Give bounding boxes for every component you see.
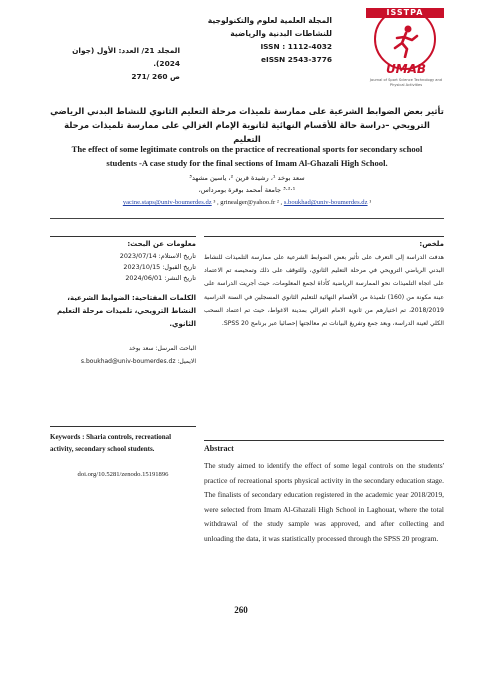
abstract-arabic (204, 236, 444, 330)
page-range: ص 260 /271 (131, 72, 180, 81)
runner-icon (390, 24, 420, 58)
title-arabic-line1: تأثير بعض الضوابط الشرعية على ممارسة تلميذات مرحلة التعليم الثانوي للنشاط البدني الرياضي (50, 106, 444, 116)
keywords-english-box (50, 426, 196, 478)
journal-eissn: eISSN 2543-3776 (260, 55, 332, 64)
header-rule (50, 218, 444, 219)
email-link-3[interactable]: s.boukhad@univ-boumerdes.dz (283, 199, 368, 206)
keywords-english: Keywords : Sharia controls, recreational activity, secondary school students. (50, 433, 172, 453)
date-published: تاريخ النشر: 2024/06/01 (125, 274, 196, 282)
journal-header (182, 14, 332, 66)
article-info-box (50, 236, 196, 367)
volume-info (60, 44, 180, 83)
title-english (50, 142, 444, 170)
title-arabic (50, 104, 444, 146)
logo-subtitle: Journal of Sport Science Technology and Physical Activities (369, 78, 443, 87)
journal-name-line2: للنشاطات البدنية والرياضية (230, 29, 332, 38)
page-number: 260 (234, 605, 248, 615)
abstract-english-body: The study aimed to identify the effect of some legal controls on the students' practice of recreational sports physical activity in the secondary education stage. The finalists of secondary education registered in the academic year 2018/2019, were selected from Imam Al-Ghazali High School in Laghouat, where the total withdrawal of the study sample was approved, and after collecting and unloading the data, it was statistically processed through the SPSS 20 program. (204, 461, 444, 543)
authors: سعد بوخد ¹، رشيدة قرين ²، ياسين مشهد³ (189, 174, 305, 182)
email-sep-1: ³ , (213, 199, 219, 206)
corresponding-email: الايميل: s.boukhad@univ-boumerdes.dz (80, 358, 196, 365)
info-heading: معلومات عن البحث: (127, 240, 196, 248)
email-link-1[interactable]: yacine.staps@univ-boumerdes.dz (122, 199, 212, 206)
logo-text: UMAB (385, 62, 427, 76)
authors-block (50, 172, 444, 196)
keywords-english-block (50, 426, 196, 478)
title-arabic-line2: الترويحي –دراسة حالة للأقسام النهائية لثانوية الإمام الغزالي على ممارسة تلميذات مرحلة التعليم (64, 120, 430, 144)
title-english-line1: The effect of some legitimate controls on the practice of recreational sports for secondary school (71, 144, 423, 154)
abstract-english-box (204, 440, 444, 547)
abstract-arabic-box (204, 236, 444, 330)
journal-name-line1: المجلة العلمية لعلوم والتكنولوجية (207, 16, 332, 25)
doi: doi.org/10.5281/zenodo.15191896 (77, 471, 169, 478)
journal-issn: ISSN : 1112-4032 (260, 42, 332, 51)
email-sep-2: ² , (276, 199, 283, 206)
email-2: grinealger@yahoo.fr (220, 199, 276, 206)
emails (50, 198, 444, 208)
corresponding-author: الباحث المرسل: سعد بوخد (128, 345, 196, 352)
abstract-arabic-body: هدفت الدراسة إلى التعرف على تأثير بعض الضوابط الشرعية على ممارسة التلميذات للنشاط البدني الرياضي الترويحي في مرحلة التعليم الثانوي، وللتوقف على ذلك وتمحيصه تم الاعتماد على اتجاه التلميذات نحو الممارسة الرياضية كأداة لجمع المعلومات، حيث أجريت الدراسة على عينة مكونة من (160) تلميذة من الأقسام النهائية للتعليم الثانوي المسجلين في السنة الدراسية 2018/2019، تم اختيارهم من ثانوية الامام الغزالي بمدينة الاغواط، حيث تم اعتماد السحب الكلي لعينة الدراسة، وبعد جمع وتفريغ البيانات تم معالجتها إحصائيا عبر برنامج SPSS 20. (204, 254, 444, 328)
abstract-english-heading: Abstract (204, 444, 234, 453)
title-english-line2: students -A case study for the final sections of Imam Al-Ghazali High School. (106, 158, 388, 168)
date-received: تاريخ الاستلام: 2023/07/14 (119, 252, 196, 260)
keywords-arabic: الكلمات المفتاحية: الضوابط الشرعية، النشاط الترويحي، تلميذات مرحلة التعليم الثانوي. (56, 294, 196, 328)
volume-issue: المجلد 21/ العدد: الأول (جوان 2024). (72, 46, 180, 68)
abstract-english (204, 440, 444, 547)
abstract-arabic-heading: ملخص: (419, 240, 444, 248)
affiliation: ¹·²·³ جامعة أمحمد بوقرة بومرداس، (198, 186, 296, 194)
journal-logo (364, 8, 444, 96)
date-accepted: تاريخ القبول: 2023/10/15 (123, 263, 196, 271)
logo-band: ISSTPA (366, 8, 444, 18)
email-sep-3: ¹ (369, 199, 372, 206)
article-info (50, 236, 196, 367)
